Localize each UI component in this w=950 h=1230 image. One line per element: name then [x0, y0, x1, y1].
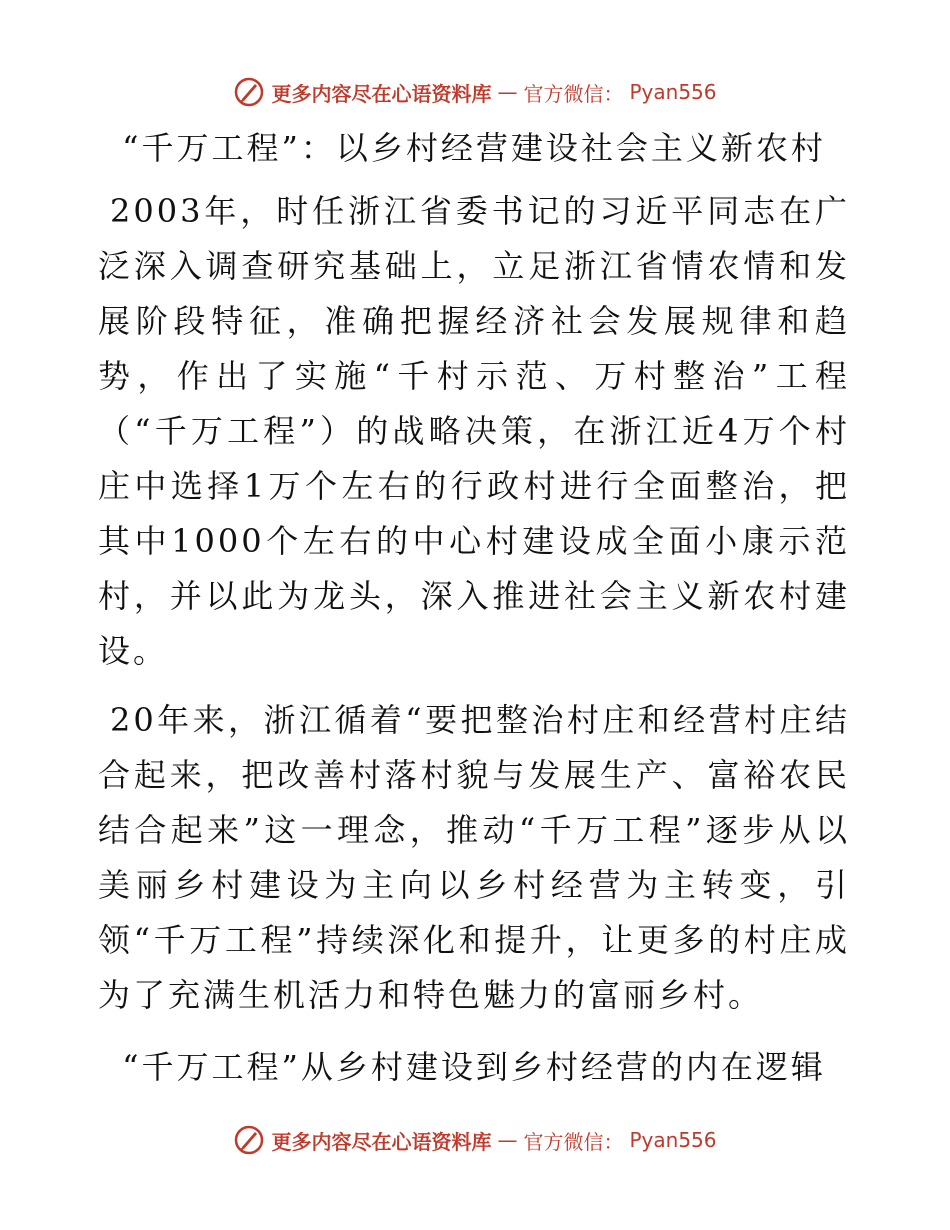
watermark-group — [233, 1124, 716, 1156]
section-heading: “千万工程”从乡村建设到乡村经营的内在逻辑 — [122, 1048, 826, 1086]
paragraph: 20年来，浙江循着“要把整治村庄和经营村庄结合起来，把改善村落村貌与发展生产、富裕农民结合起来”这一理念，推动“千万工程”逐步从以美丽乡村建设为主向以乡村经营为主转变，引领“千万工程”持续深化和提升，让更多的村庄成为了充满生机活力和特色魅力的富丽乡村。 — [98, 701, 850, 1014]
watermark-separator: — — [497, 80, 518, 104]
document-title: “千万工程”：以乡村经营建设社会主义新农村 — [122, 129, 826, 167]
watermark-contact-label: 官方微信： — [523, 81, 624, 106]
watermark-site-text: 更多内容尽在心语资料库 — [271, 1129, 492, 1154]
watermark-contact-value: Pyan556 — [629, 1128, 717, 1152]
watermark-site-text: 更多内容尽在心语资料库 — [271, 81, 492, 106]
watermark-separator: — — [497, 1128, 518, 1152]
document-body — [98, 120, 850, 1103]
quill-seal-icon — [233, 76, 265, 108]
paragraph: 2003年，时任浙江省委书记的习近平同志在广泛深入调查研究基础上，立足浙江省情农情和发展阶段特征，准确把握经济社会发展规律和趋势，作出了实施“千村示范、万村整治”工程（“千万工程”）的战略决策，在浙江近4万个村庄中选择1万个左右的行政村进行全面整治，把其中1000个左右的中心村建设成全面小康示范村，并以此为龙头，深入推进社会主义新农村建设。 — [98, 192, 850, 670]
header-watermark — [0, 72, 950, 112]
watermark-contact-label: 官方微信： — [523, 1129, 624, 1154]
quill-seal-icon — [233, 1124, 265, 1156]
footer-watermark — [0, 1120, 950, 1160]
watermark-contact-value: Pyan556 — [629, 80, 717, 104]
watermark-group — [233, 76, 716, 108]
